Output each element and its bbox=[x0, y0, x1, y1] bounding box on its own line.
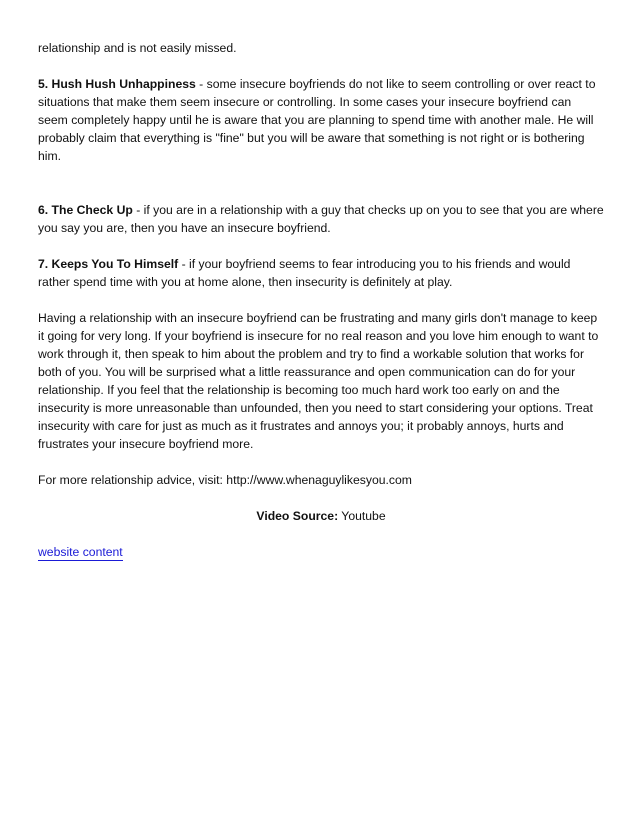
advice-line: For more relationship advice, visit: http://www.whenaguylikesyou.com bbox=[38, 473, 412, 487]
item-body: - if your boyfriend seems to fear introducing you to his friends and would rather spend time with you at home alone, then insecurity is definitely at play. bbox=[38, 257, 571, 289]
video-source-label: Video Source: bbox=[256, 509, 339, 523]
item-title: 7. Keeps You To Himself bbox=[38, 257, 179, 271]
intro-fragment: relationship and is not easily missed. bbox=[38, 41, 237, 55]
item-hush-hush-unhappiness bbox=[38, 75, 604, 165]
item-keeps-you-to-himself bbox=[38, 255, 604, 291]
footer-link-row bbox=[38, 543, 604, 561]
item-title: 5. Hush Hush Unhappiness bbox=[38, 77, 196, 91]
item-body: - if you are in a relationship with a guy that checks up on you to see that you are where you say you are, then you have an insecure boyfriend. bbox=[38, 203, 604, 235]
video-source-value: Youtube bbox=[338, 509, 386, 523]
video-source bbox=[38, 507, 604, 525]
website-content-link[interactable]: website content bbox=[38, 545, 123, 559]
item-body: - some insecure boyfriends do not like to seem controlling or over react to situations that make them seem insecure or controlling. In some cases your insecure boyfriend can seem completely happy until he is aware that you are planning to spend time with another male. He will probably claim that everything is "fine" but you will be aware that something is not right or is bothering him. bbox=[38, 77, 596, 163]
item-check-up bbox=[38, 201, 604, 237]
item-title: 6. The Check Up bbox=[38, 203, 133, 217]
conclusion-paragraph: Having a relationship with an insecure boyfriend can be frustrating and many girls don't manage to keep it going for very long. If your boyfriend is insecure for no real reason and you love him enough to want to work through it, then speak to him about the problem and try to find a workable solution that works for both of you. You will be surprised what a little reassurance and open communication can do for your relationship. If you feel that the relationship is becoming too much hard work too early on and the insecurity is more unreasonable than unfounded, then you need to start considering your options. Treat insecurity with care for just as much as it frustrates and annoys you; it probably annoys, hurts and frustrates your insecure boyfriend more. bbox=[38, 311, 599, 451]
document-page bbox=[38, 39, 604, 561]
